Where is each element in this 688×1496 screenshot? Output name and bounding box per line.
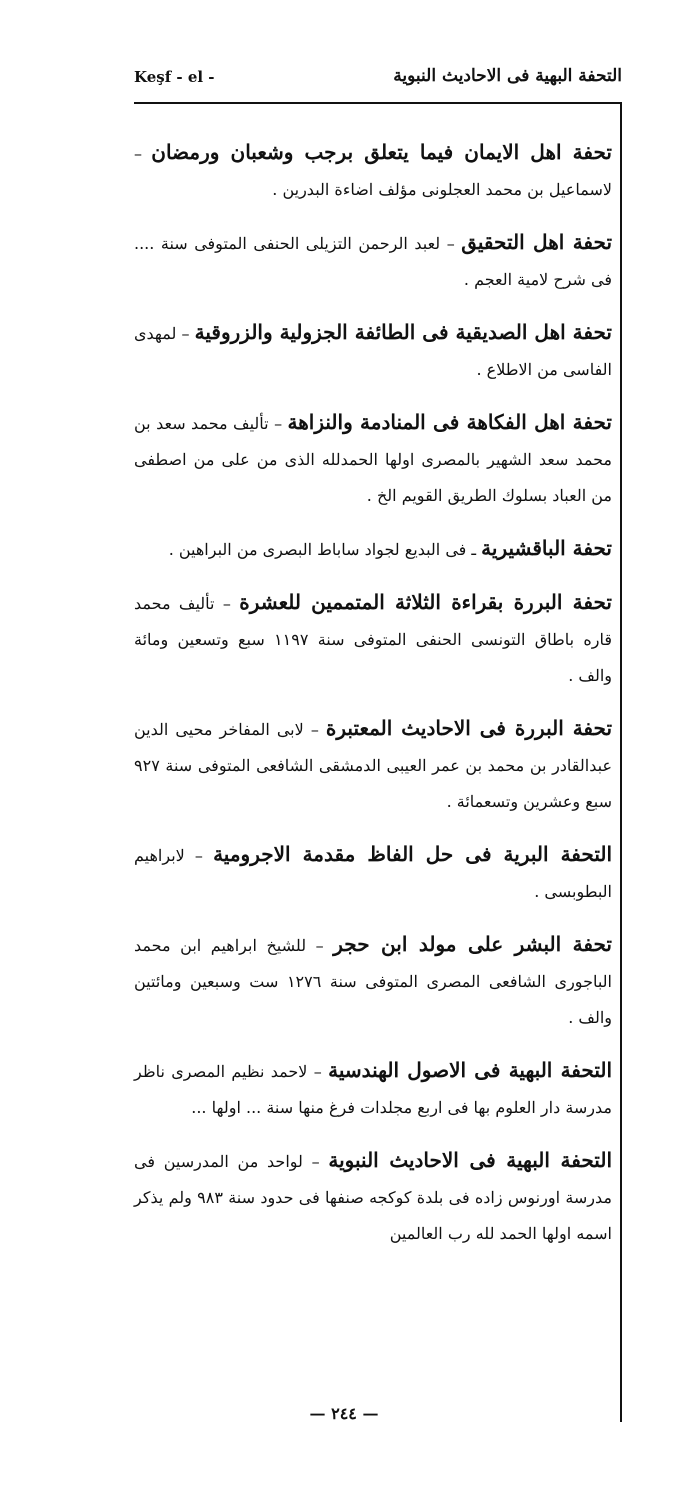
entry-heading: التحفة البهية فى الاحاديث النبوية xyxy=(328,1148,612,1172)
entry-body: – للشيخ ابراهيم ابن محمد الباجورى الشافعى المصرى المتوفى سنة ١٢٧٦ ست وسبعين ومائتين والف . xyxy=(134,936,612,1027)
bibliography-entry xyxy=(134,224,612,298)
entry-body: – تأليف محمد قاره باطاق التونسى الحنفى المتوفى سنة ١١٩٧ سبع وتسعين ومائة والف . xyxy=(134,594,613,685)
entry-body: – لواحد من المدرسين فى مدرسة اورنوس زاده فى بلدة كوكجه صنفها فى حدود سنة ٩٨٣ ولم يذكر اسمه اولها الحمد لله رب العالمين xyxy=(134,1152,613,1243)
entry-heading: تحفة اهل الايمان فيما يتعلق برجب وشعبان ورمضان xyxy=(151,140,612,164)
bibliography-entry xyxy=(134,404,612,514)
entry-heading: تحفة اهل الصديقية فى الطائفة الجزولية والزروقية xyxy=(194,320,612,344)
entry-list xyxy=(134,118,612,1266)
entry-heading: تحفة البشر على مولد ابن حجر xyxy=(333,932,612,956)
entry-heading: تحفة البررة بقراءة الثلاثة المتممين للعشرة xyxy=(239,590,612,614)
entry-body: – لعبد الرحمن التزيلى الحنفى المتوفى سنة .... فى شرح لامية العجم . xyxy=(134,234,612,289)
entry-body: – لابراهيم البطوبسى . xyxy=(134,846,612,901)
entry-heading: تحفة البررة فى الاحاديث المعتبرة xyxy=(325,716,613,740)
header-rule xyxy=(134,102,622,104)
bibliography-entry xyxy=(134,1052,612,1126)
bibliography-entry xyxy=(134,836,612,910)
entry-body: – لاسماعيل بن محمد العجلونى مؤلف اضاءة البدرين . xyxy=(134,144,612,199)
entry-body: – تأليف محمد سعد بن محمد سعد الشهير بالمصرى اولها الحمدلله الذى من على من اصطفى من العباد بسلوك الطريق القويم الخ . xyxy=(134,414,612,505)
entry-body: – لمهدى الفاسى من الاطلاع . xyxy=(134,324,612,379)
entry-body: ـ فى البديع لجواد ساباط البصرى من البراهين . xyxy=(168,540,482,559)
entry-heading: تحفة اهل التحقيق xyxy=(461,230,613,254)
entry-heading: تحفة اهل الفكاهة فى المنادمة والنزاهة xyxy=(287,410,612,434)
bibliography-entry xyxy=(134,1142,612,1252)
bibliography-entry xyxy=(134,314,612,388)
header-title: التحفة البهية فى الاحاديث النبوية xyxy=(393,66,622,86)
bibliography-entry xyxy=(134,710,612,820)
bibliography-entry xyxy=(134,584,612,694)
page-header xyxy=(134,60,622,100)
bibliography-entry xyxy=(134,530,612,568)
entry-heading: التحفة البرية فى حل الفاظ مقدمة الاجرومية xyxy=(213,842,612,866)
entry-body: – لاحمد نظيم المصرى ناظر مدرسة دار العلوم بها فى اربع مجلدات فرغ منها سنة ... اولها ... xyxy=(134,1062,612,1117)
entry-heading: التحفة البهية فى الاصول الهندسية xyxy=(328,1058,612,1082)
bibliography-entry xyxy=(134,134,612,208)
entry-heading: تحفة الباقشيرية xyxy=(481,536,612,560)
entry-body: – لابى المفاخر محيى الدين عبدالقادر بن محمد بن عمر العيبى الدمشقى الشافعى المتوفى سنة ٩٢٧ سبع وعشرين وتسعمائة . xyxy=(134,720,612,811)
running-head: Keşf - el - xyxy=(134,68,215,86)
page-number: — ٢٤٤ — xyxy=(309,1404,379,1423)
bibliography-entry xyxy=(134,926,612,1036)
margin-rule xyxy=(620,104,622,1422)
